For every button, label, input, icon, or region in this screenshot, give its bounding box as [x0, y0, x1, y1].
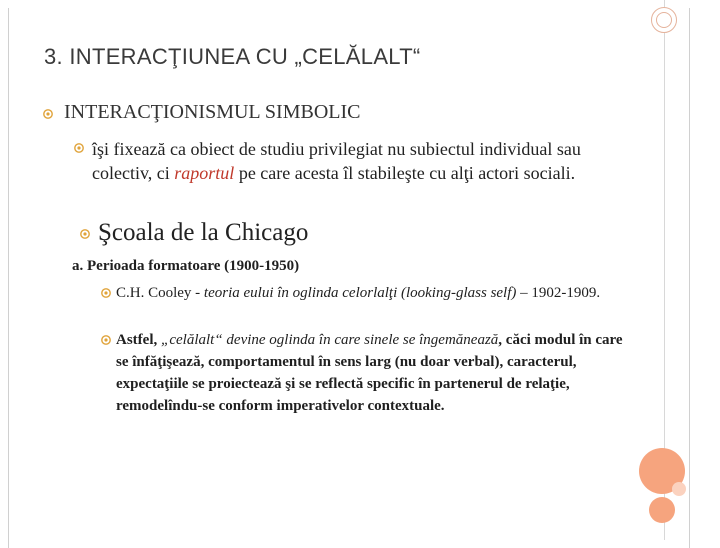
para-text-before: îşi fixează ca obiect de studiu privilegiat nu subiectul individual sau colectiv, ci	[92, 139, 581, 183]
astfel-rest: , căci modul în care se înfăţişează, comportamentul în sens larg (nu doar verbal), caracterul, expectaţiile se proiectează şi se reflectă specific în partenerul de relaţie, remodelîndu-se conform imperativelor contextuale.	[116, 332, 623, 414]
flower-bullet-icon	[101, 335, 111, 345]
slide-title: 3. INTERACŢIUNEA CU „CELĂLALT“	[44, 44, 421, 69]
cooley-name: C.H. Cooley	[116, 285, 192, 301]
decor-ring-inner	[656, 12, 672, 28]
list-item-cooley	[116, 282, 626, 304]
decor-circle-small	[672, 482, 686, 496]
para-highlight: raportul	[174, 163, 235, 183]
para-text-after: pe care acesta îl stabileşte cu alţi actori sociali.	[234, 163, 576, 183]
astfel-quote: „celălalt“ devine oglinda în care sinele se îngemănează	[161, 332, 499, 348]
list-item-astfel	[116, 329, 626, 417]
flower-bullet-icon	[43, 109, 53, 119]
flower-bullet-icon	[74, 143, 84, 153]
slide-frame	[8, 8, 690, 548]
flower-bullet-icon	[80, 229, 90, 239]
decor-circle-medium	[649, 497, 675, 523]
astfel-lead: Astfel,	[116, 332, 161, 348]
period-heading: a. Perioada formatoare (1900-1950)	[72, 258, 300, 274]
heading-chicago-school: Şcoala de la Chicago	[98, 219, 309, 246]
cooley-theory: teoria eului în oglinda celorlalţi (looking-glass self)	[203, 285, 517, 301]
paragraph-definition	[92, 137, 632, 185]
flower-bullet-icon	[101, 288, 111, 298]
cooley-sep: -	[191, 285, 204, 301]
cooley-dates: – 1902-1909.	[516, 285, 601, 301]
heading-interactionism: INTERACŢIONISMUL SIMBOLIC	[64, 101, 361, 123]
